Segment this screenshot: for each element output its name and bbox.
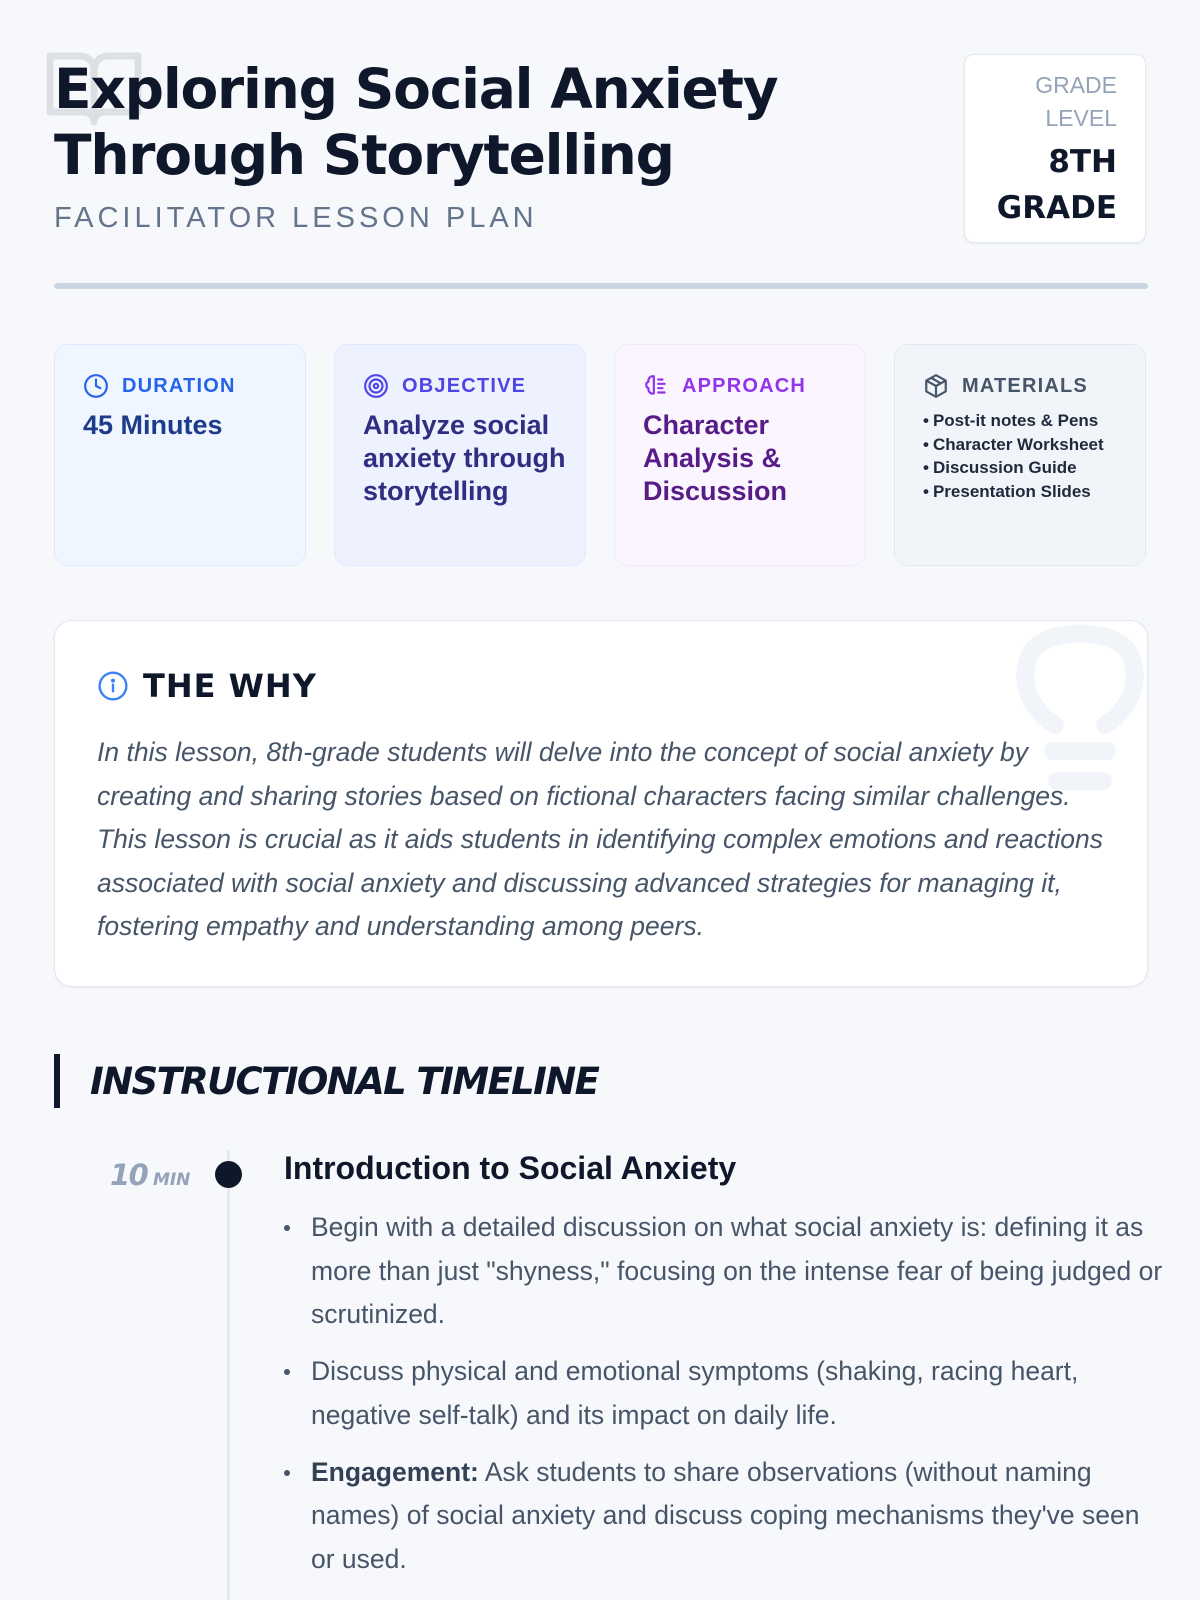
materials-item: • Discussion Guide — [923, 456, 1145, 480]
bullet-text: Discuss physical and emotional symptoms (shaking, racing heart, negative self-talk) and its impact on daily life. — [311, 1356, 1079, 1430]
info-icon — [97, 670, 129, 702]
grade-value-line2: GRADE — [996, 190, 1117, 226]
step-minutes: 10 — [110, 1158, 148, 1192]
objective-label: OBJECTIVE — [402, 374, 527, 397]
bullet-text: Ask students to share observations (without naming names) of social anxiety and discuss coping mechanisms they've seen or used. — [311, 1456, 1140, 1574]
timeline-dot — [215, 1161, 242, 1188]
grade-value-line1: 8TH — [1048, 144, 1117, 180]
materials-label: MATERIALS — [962, 374, 1088, 397]
grade-label-line2: LEVEL — [1045, 105, 1117, 131]
why-text: In this lesson, 8th-grade students will delve into the concept of social anxiety by creating and sharing stories based on fictional characters facing similar challenges. This lesson is crucial as it aids students in identifying complex emotions and reactions associated with social anxiety and discussing advanced strategies for managing it, fostering empathy and understanding among peers. — [97, 737, 1104, 941]
materials-item: • Character Worksheet — [923, 433, 1145, 457]
clock-icon — [83, 373, 109, 399]
step-bullet — [284, 1451, 1164, 1582]
objective-value: Analyze social anxiety through storytelling — [363, 410, 566, 506]
objective-card — [334, 344, 586, 566]
approach-value: Character Analysis & Discussion — [643, 410, 788, 506]
approach-label: APPROACH — [682, 374, 807, 397]
bullet-text: Begin with a detailed discussion on what social anxiety is: defining it as more than just "shyness," focusing on the intense fear of being judged or scrutinized. — [311, 1212, 1163, 1329]
materials-list — [923, 409, 1145, 503]
step-unit: MIN — [152, 1170, 191, 1190]
bullet-strong: Engagement: — [311, 1456, 479, 1487]
step-title: Introduction to Social Anxiety — [284, 1150, 737, 1186]
step-bullet — [284, 1206, 1164, 1337]
duration-value: 45 Minutes — [83, 410, 223, 440]
grade-label-line1: GRADE — [1035, 72, 1117, 98]
page-subtitle: FACILITATOR LESSON PLAN — [54, 202, 538, 234]
grade-level-card — [964, 54, 1146, 243]
page-title: Exploring Social Anxiety Through Storytelling — [54, 57, 778, 187]
materials-item: • Post-it notes & Pens — [923, 409, 1145, 433]
why-section — [54, 620, 1148, 987]
header-divider — [54, 283, 1148, 289]
why-title: THE WHY — [143, 667, 317, 705]
timeline-title: INSTRUCTIONAL TIMELINE — [90, 1059, 599, 1103]
step-bullets — [284, 1206, 1164, 1595]
target-icon — [363, 373, 389, 399]
timeline-line — [227, 1150, 230, 1600]
duration-card — [54, 344, 306, 566]
approach-card — [614, 344, 866, 566]
timeline-accent-bar — [54, 1054, 60, 1108]
step-bullet — [284, 1350, 1164, 1437]
timeline-header — [54, 1054, 598, 1108]
brain-icon — [643, 373, 669, 399]
package-icon — [923, 373, 949, 399]
materials-card — [894, 344, 1146, 566]
step-duration — [110, 1158, 190, 1192]
materials-item: • Presentation Slides — [923, 480, 1145, 504]
duration-label: DURATION — [122, 374, 236, 397]
